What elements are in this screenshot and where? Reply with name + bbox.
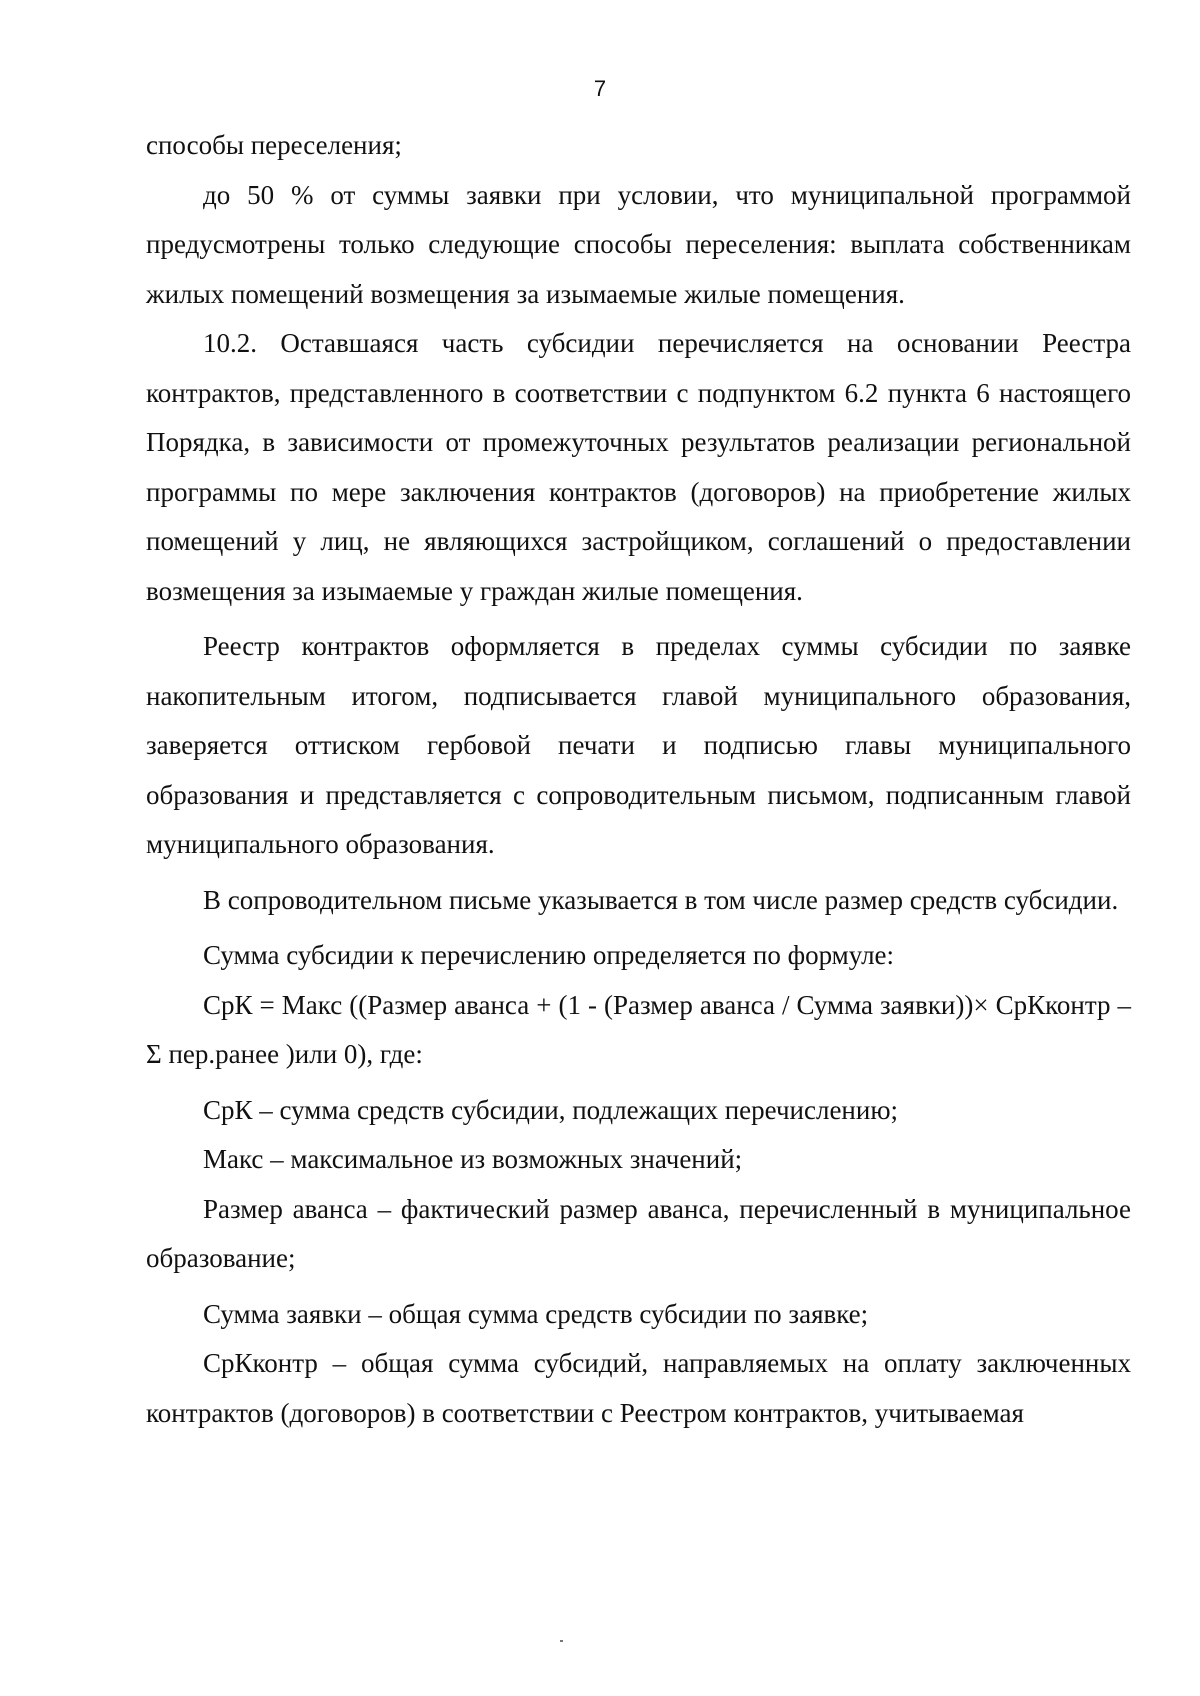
document-body	[146, 121, 1131, 1438]
paragraph: Макс – максимальное из возможных значений;	[203, 1144, 743, 1174]
paragraph: Реестр контрактов оформляется в пределах суммы субсидии по заявке накопительным итогом, подписывается главой муниципального образования, заверяется оттиском гербовой печати и подписью главы муниципального образования и представляется с сопроводительным письмом, подписанным главой муниципального образования.	[146, 631, 1131, 859]
paragraph: способы переселения;	[146, 130, 402, 160]
paragraph: 10.2. Оставшаяся часть субсидии перечисляется на основании Реестра контрактов, представленного в соответствии с подпунктом 6.2 пункта 6 настоящего Порядка, в зависимости от промежуточных результатов реализации региональной программы по мере заключения контрактов (договоров) на приобретение жилых помещений у лиц, не являющихся застройщиком, соглашений о предоставлении возмещения за изымаемые у граждан жилые помещения.	[146, 328, 1131, 606]
formula-paragraph: СрК = Макс ((Размер аванса + (1 - (Размер аванса / Сумма заявки))× СрКконтр – Σ пер.ранее )или 0), где:	[146, 989, 1131, 1069]
scan-speck	[560, 1640, 563, 1642]
paragraph: СрК – сумма средств субсидии, подлежащих перечислению;	[203, 1094, 898, 1125]
paragraph: СрКконтр – общая сумма субсидий, направляемых на оплату заключенных контрактов (договоров) в соответствии с Реестром контрактов, учитываемая	[146, 1348, 1131, 1428]
paragraph: Сумма заявки – общая сумма средств субсидии по заявке;	[203, 1298, 869, 1329]
paragraph: до 50 % от суммы заявки при условии, что муниципальной программой предусмотрены только следующие способы переселения: выплата собственникам жилых помещений возмещения за изымаемые жилые помещения.	[146, 179, 1131, 309]
paragraph: Размер аванса – фактический размер аванса, перечисленный в муниципальное образование;	[146, 1193, 1131, 1273]
page-number: 7	[593, 76, 607, 101]
paragraph: Сумма субсидии к перечислению определяется по формуле:	[203, 940, 895, 970]
paragraph: В сопроводительном письме указывается в том числе размер средств субсидии.	[203, 884, 1119, 915]
